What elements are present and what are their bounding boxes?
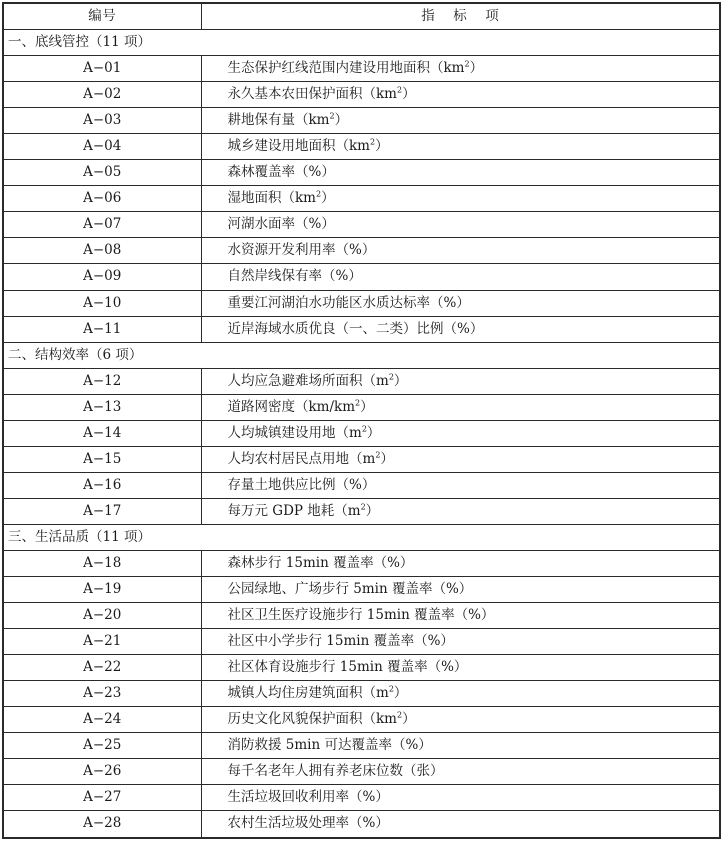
table-row: [3, 446, 720, 472]
indicator-id: A−15: [3, 446, 201, 472]
indicator-id: A−09: [3, 264, 201, 290]
table-row: [3, 316, 720, 342]
section-title: 三、生活品质（11 项）: [3, 524, 720, 550]
indicator-name: [201, 446, 720, 472]
indicator-text: 社区卫生医疗设施步行 15min 覆盖率（%）: [227, 607, 495, 624]
indicator-name: [201, 498, 720, 524]
indicator-text: 城镇人均住房建筑面积（m: [227, 685, 389, 702]
indicator-id: A−05: [3, 160, 201, 186]
indicator-name: [201, 550, 720, 576]
indicator-name: [201, 316, 720, 342]
indicator-text-tail: ）: [321, 190, 335, 207]
indicator-text: 近岸海域水质优良（一、二类）比例（%）: [227, 320, 484, 337]
header-id: 编号: [3, 3, 201, 30]
indicator-id: A−03: [3, 108, 201, 134]
indicator-name: [201, 134, 720, 160]
indicator-text: 城乡建设用地面积（km: [227, 138, 370, 155]
table-row: [3, 134, 720, 160]
section-row: [3, 342, 720, 368]
section-title: 二、结构效率（6 项）: [3, 342, 720, 368]
indicator-name: [201, 733, 720, 759]
table-row: [3, 394, 720, 420]
indicator-text: 水资源开发利用率（%）: [227, 242, 376, 259]
indicator-id: A−21: [3, 629, 201, 655]
indicator-name: [201, 785, 720, 811]
indicator-text: 每千名老年人拥有养老床位数（张）: [227, 763, 444, 780]
table-row: [3, 577, 720, 603]
unit-exponent: 2: [315, 189, 322, 199]
table-row: [3, 472, 720, 498]
indicator-id: A−17: [3, 498, 201, 524]
section-row: [3, 524, 720, 550]
indicator-text: 人均城镇建设用地（m: [227, 424, 362, 441]
indicator-name: [201, 759, 720, 785]
indicator-text: 存量土地供应比例（%）: [227, 476, 376, 493]
indicator-name: [201, 108, 720, 134]
section-title: 一、底线管控（11 项）: [3, 30, 720, 56]
unit-exponent: 2: [369, 137, 376, 147]
unit-exponent: 2: [329, 111, 335, 121]
indicator-text-tail: ）: [402, 711, 416, 728]
indicator-text: 河湖水面率（%）: [227, 216, 335, 233]
header-indicator-char: 指: [421, 8, 436, 25]
indicator-name: [201, 160, 720, 186]
indicator-table: [2, 2, 721, 839]
indicator-name: [201, 82, 720, 108]
header-indicator-char: 项: [485, 8, 500, 25]
indicator-name: [201, 394, 720, 420]
table-row: [3, 785, 720, 811]
header-indicator-char: 标: [453, 8, 468, 25]
indicator-id: A−07: [3, 212, 201, 238]
indicator-text: 永久基本农田保护面积（km: [227, 86, 397, 103]
indicator-id: A−28: [3, 811, 201, 838]
indicator-id: A−11: [3, 316, 201, 342]
table-row: [3, 629, 720, 655]
indicator-text-tail: ）: [366, 424, 381, 441]
section-row: [3, 30, 720, 56]
indicator-text-tail: ）: [365, 502, 380, 519]
indicator-id: A−08: [3, 238, 201, 264]
indicator-id: A−16: [3, 472, 201, 498]
indicator-name: [201, 290, 720, 316]
unit-exponent: 2: [396, 710, 403, 720]
indicator-table-body: [3, 3, 720, 838]
table-row: [3, 368, 720, 394]
indicator-text: 公园绿地、广场步行 5min 覆盖率（%）: [227, 581, 473, 598]
indicator-text-tail: ）: [334, 112, 349, 129]
indicator-id: A−25: [3, 733, 201, 759]
table-row: [3, 550, 720, 576]
table-row: [3, 733, 720, 759]
table-row: [3, 56, 720, 82]
table-row: [3, 212, 720, 238]
indicator-id: A−04: [3, 134, 201, 160]
indicator-text: 每万元 GDP 地耗（m: [227, 502, 361, 519]
indicator-text: 生活垃圾回收利用率（%）: [227, 789, 389, 806]
indicator-name: [201, 603, 720, 629]
indicator-name: [201, 472, 720, 498]
indicator-id: A−01: [3, 56, 201, 82]
indicator-text-tail: ）: [393, 372, 408, 389]
indicator-text: 社区体育设施步行 15min 覆盖率（%）: [227, 659, 468, 676]
indicator-id: A−12: [3, 368, 201, 394]
indicator-id: A−19: [3, 577, 201, 603]
indicator-text: 农村生活垃圾处理率（%）: [227, 815, 389, 832]
indicator-text: 道路网密度（km/km: [227, 398, 356, 415]
indicator-id: A−24: [3, 707, 201, 733]
table-row: [3, 498, 720, 524]
indicator-id: A−10: [3, 290, 201, 316]
indicator-text: 湿地面积（km: [227, 190, 316, 207]
indicator-id: A−02: [3, 82, 201, 108]
indicator-id: A−13: [3, 394, 201, 420]
indicator-name: [201, 707, 720, 733]
table-row: [3, 655, 720, 681]
unit-exponent: 2: [464, 59, 470, 69]
indicator-id: A−26: [3, 759, 201, 785]
indicator-text: 社区中小学步行 15min 覆盖率（%）: [227, 633, 454, 650]
indicator-id: A−27: [3, 785, 201, 811]
table-header-row: [3, 3, 720, 30]
indicator-name: [201, 681, 720, 707]
indicator-text: 历史文化风貌保护面积（km: [227, 711, 397, 728]
indicator-name: [201, 577, 720, 603]
table-row: [3, 759, 720, 785]
unit-exponent: 2: [361, 424, 367, 434]
table-row: [3, 603, 720, 629]
indicator-id: A−18: [3, 550, 201, 576]
table-row: [3, 290, 720, 316]
unit-exponent: 2: [375, 450, 381, 460]
table-row: [3, 811, 720, 838]
indicator-name: [201, 186, 720, 212]
table-row: [3, 264, 720, 290]
table-row: [3, 108, 720, 134]
header-indicator: [201, 3, 720, 30]
indicator-id: A−23: [3, 681, 201, 707]
indicator-text-tail: ）: [360, 398, 374, 415]
indicator-id: A−20: [3, 603, 201, 629]
indicator-name: [201, 420, 720, 446]
indicator-text: 人均应急避难场所面积（m: [227, 372, 389, 389]
indicator-text: 消防救援 5min 可达覆盖率（%）: [227, 737, 432, 754]
table-row: [3, 82, 720, 108]
indicator-name: [201, 264, 720, 290]
indicator-text: 生态保护红线范围内建设用地面积（km: [227, 60, 465, 77]
indicator-text-tail: ）: [469, 60, 484, 77]
indicator-name: [201, 368, 720, 394]
indicator-name: [201, 811, 720, 838]
indicator-id: A−22: [3, 655, 201, 681]
indicator-id: A−14: [3, 420, 201, 446]
indicator-text-tail: ）: [393, 685, 408, 702]
table-row: [3, 681, 720, 707]
indicator-name: [201, 629, 720, 655]
indicator-text-tail: ）: [380, 450, 394, 467]
indicator-id: A−06: [3, 186, 201, 212]
unit-exponent: 2: [355, 398, 361, 408]
indicator-name: [201, 56, 720, 82]
indicator-text: 耕地保有量（km: [227, 112, 330, 129]
indicator-text-tail: ）: [375, 138, 389, 155]
table-row: [3, 238, 720, 264]
table-row: [3, 707, 720, 733]
indicator-text: 人均农村居民点用地（m: [227, 450, 376, 467]
indicator-text: 重要江河湖泊水功能区水质达标率（%）: [227, 294, 470, 311]
unit-exponent: 2: [360, 502, 366, 512]
indicator-text: 森林步行 15min 覆盖率（%）: [227, 555, 414, 571]
unit-exponent: 2: [388, 372, 394, 382]
indicator-text: 森林覆盖率（%）: [227, 164, 335, 181]
indicator-name: [201, 238, 720, 264]
unit-exponent: 2: [388, 684, 394, 694]
table-row: [3, 420, 720, 446]
unit-exponent: 2: [396, 85, 403, 95]
indicator-text: 自然岸线保有率（%）: [227, 268, 362, 285]
indicator-name: [201, 655, 720, 681]
indicator-text-tail: ）: [402, 86, 416, 103]
table-row: [3, 160, 720, 186]
indicator-name: [201, 212, 720, 238]
table-row: [3, 186, 720, 212]
